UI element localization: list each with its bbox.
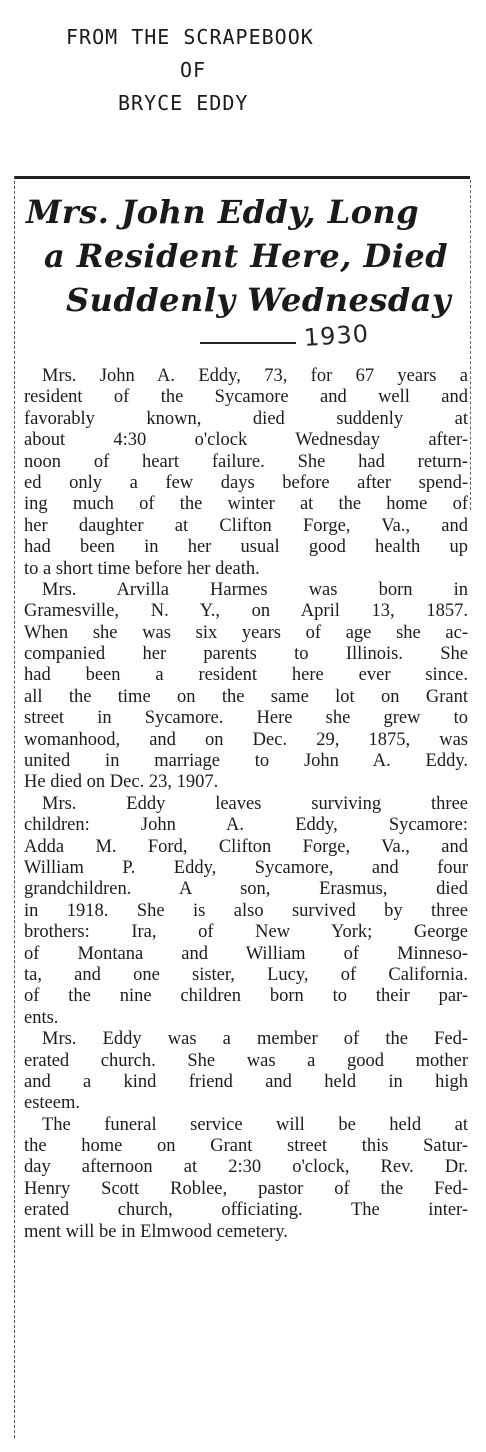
article-line: Mrs. Eddy was a member of the Fed- bbox=[42, 1029, 468, 1050]
article-line: ed only a few days before after spend- bbox=[24, 472, 468, 493]
header-line-1: FROM THE SCRAPEBOOK bbox=[66, 25, 314, 49]
headline-line-2: a Resident Here, Died bbox=[44, 237, 449, 275]
article-line: erated church, officiating. The inter- bbox=[24, 1200, 468, 1221]
header-line-3: BRYCE EDDY bbox=[118, 91, 249, 115]
article-line: esteem. bbox=[24, 1093, 80, 1114]
article-line: had been in her usual good health up bbox=[24, 537, 468, 558]
article-line: noon of heart failure. She had return- bbox=[24, 451, 468, 472]
article-line: Mrs. John A. Eddy, 73, for 67 years a bbox=[42, 366, 468, 386]
article-headline bbox=[22, 190, 468, 322]
article-line: Mrs. Eddy leaves surviving three bbox=[42, 793, 468, 814]
article-line: of the nine children born to their par- bbox=[24, 986, 468, 1007]
article-line: Henry Scott Roblee, pastor of the Fed- bbox=[24, 1178, 468, 1199]
clipping-left-edge bbox=[14, 176, 15, 1438]
article-line: to a short time before her death. bbox=[24, 558, 260, 579]
headline-line-3: Suddenly Wednesday bbox=[66, 281, 452, 319]
article-line: companied her parents to Illinois. She bbox=[24, 644, 468, 665]
article-line: grandchildren. A son, Erasmus, died bbox=[24, 879, 468, 900]
article-line: all the time on the same lot on Grant bbox=[24, 686, 468, 707]
handwritten-year-note: 1930 bbox=[303, 319, 370, 352]
article-line: resident of the Sycamore and well and bbox=[24, 387, 468, 408]
article-line: the home on Grant street this Satur- bbox=[24, 1136, 468, 1157]
clipping-right-edge bbox=[470, 180, 471, 510]
article-line: united in marriage to John A. Eddy. bbox=[24, 751, 468, 772]
article-line: her daughter at Clifton Forge, Va., and bbox=[24, 515, 468, 536]
article-line: had been a resident here ever since. bbox=[24, 665, 468, 686]
article-line: children: John A. Eddy, Sycamore: bbox=[24, 815, 468, 836]
article-line: street in Sycamore. Here she grew to bbox=[24, 708, 468, 729]
article-line: brothers: Ira, of New York; George bbox=[24, 922, 468, 943]
article-line: Adda M. Ford, Clifton Forge, Va., and bbox=[24, 836, 468, 857]
header-line-2: OF bbox=[179, 58, 207, 82]
article-line: of Montana and William of Minneso- bbox=[24, 943, 468, 964]
article-line: ment will be in Elmwood cemetery. bbox=[24, 1221, 288, 1242]
headline-line-1: Mrs. John Eddy, Long bbox=[26, 193, 420, 231]
article-line: The funeral service will be held at bbox=[42, 1114, 468, 1135]
article-line: erated church. She was a good mother bbox=[24, 1050, 468, 1071]
article-line: about 4:30 o'clock Wednesday after- bbox=[24, 430, 468, 451]
article-line: He died on Dec. 23, 1907. bbox=[24, 772, 219, 793]
article-line: Mrs. Arvilla Harmes was born in bbox=[42, 579, 468, 600]
newspaper-clipping bbox=[14, 176, 474, 1446]
article-body bbox=[24, 366, 468, 1243]
article-line: ing much of the winter at the home of bbox=[24, 494, 468, 515]
article-line: ents. bbox=[24, 1007, 59, 1028]
article-line: favorably known, died suddenly at bbox=[24, 408, 468, 429]
article-line: in 1918. She is also survived by three bbox=[24, 900, 468, 921]
article-line: Gramesville, N. Y., on April 13, 1857. bbox=[24, 601, 468, 622]
article-line: When she was six years of age she ac- bbox=[24, 622, 468, 643]
article-line: day afternoon at 2:30 o'clock, Rev. Dr. bbox=[24, 1157, 468, 1178]
article-line: womanhood, and on Dec. 29, 1875, was bbox=[24, 729, 468, 750]
article-line: and a kind friend and held in high bbox=[24, 1071, 468, 1092]
article-line: William P. Eddy, Sycamore, and four bbox=[24, 857, 468, 878]
article-line: ta, and one sister, Lucy, of California. bbox=[24, 964, 468, 985]
clipping-top-rule bbox=[14, 176, 470, 179]
headline-divider bbox=[200, 342, 296, 344]
